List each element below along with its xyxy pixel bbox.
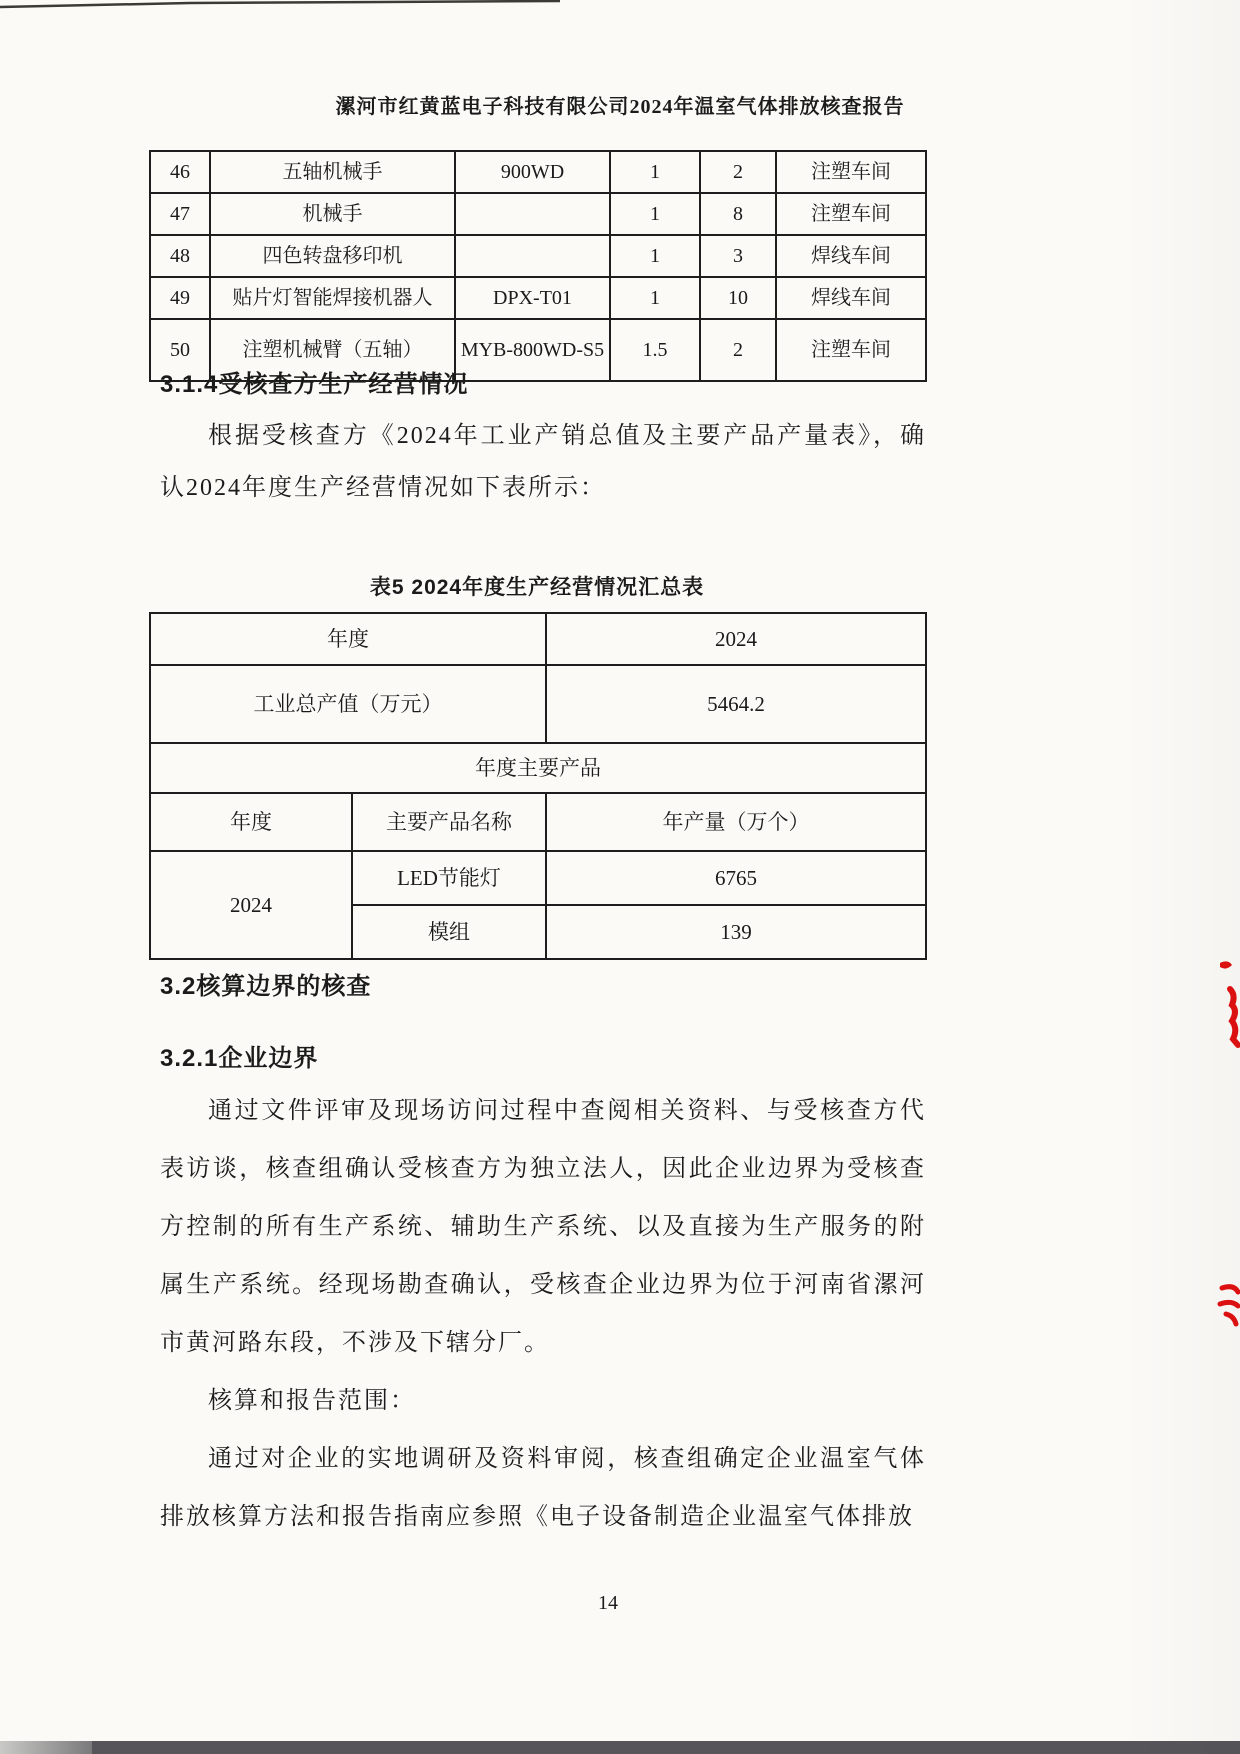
equipment-model: DPX-T01 <box>455 277 610 319</box>
paragraph-text: 通过文件评审及现场访问过程中查阅相关资料、与受核查方代表访谈，核查组确认受核查方为独立法人，因此企业边界为受核查方控制的所有生产系统、辅助生产系统、以及直接为生产服务的附属生产系统。经现场勘查确认，受核查企业边界为位于河南省漯河市黄河路东段，不涉及下辖分厂。 <box>160 1098 926 1356</box>
section-heading-314: 3.1.4受核查方生产经营情况 <box>160 371 469 398</box>
equipment-qty1: 1 <box>610 235 700 277</box>
table-row <box>150 193 926 235</box>
equipment-model <box>455 193 610 235</box>
row-no: 48 <box>150 235 210 277</box>
row-no: 47 <box>150 193 210 235</box>
row-no: 46 <box>150 151 210 193</box>
equipment-qty2: 10 <box>700 277 776 319</box>
equipment-workshop: 注塑车间 <box>776 151 926 193</box>
product-qty: 139 <box>546 905 926 959</box>
output-value: 5464.2 <box>546 665 926 743</box>
paragraph-text: 通过对企业的实地调研及资料审阅，核查组确定企业温室气体排放核算方法和报告指南应参照《电子设备制造企业温室气体排放 <box>160 1446 926 1530</box>
equipment-name: 机械手 <box>210 193 455 235</box>
red-stamp-artifact <box>1216 1282 1240 1328</box>
equipment-qty2: 2 <box>700 151 776 193</box>
scan-bottom-edge-bar <box>92 1741 1240 1754</box>
paragraph-314 <box>160 410 926 514</box>
table5-caption: 表5 2024年度生产经营情况汇总表 <box>369 576 705 599</box>
year-value: 2024 <box>546 613 926 665</box>
table-row <box>150 151 926 193</box>
paragraph-text: 根据受核查方《2024年工业产销总值及主要产品产量表》，确认2024年度生产经营情况如下表所示： <box>160 423 926 501</box>
equipment-workshop: 焊线车间 <box>776 277 926 319</box>
paragraph-text: 核算和报告范围： <box>208 1388 416 1414</box>
equipment-workshop: 焊线车间 <box>776 235 926 277</box>
equipment-qty1: 1 <box>610 151 700 193</box>
year-label: 年度 <box>150 613 546 665</box>
table-row <box>150 851 926 905</box>
equipment-qty2: 2 <box>700 319 776 381</box>
section-321-body <box>160 1082 926 1546</box>
product-year: 2024 <box>150 851 352 959</box>
section-heading-321: 3.2.1企业边界 <box>160 1045 319 1072</box>
col-header-year: 年度 <box>150 793 352 851</box>
table-row <box>150 613 926 665</box>
col-header-product: 主要产品名称 <box>352 793 546 851</box>
equipment-name: 注塑机械臂（五轴） <box>210 319 455 381</box>
table-row <box>150 277 926 319</box>
equipment-model: 900WD <box>455 151 610 193</box>
row-no: 50 <box>150 319 210 381</box>
equipment-qty1: 1 <box>610 277 700 319</box>
col-header-qty: 年产量（万个） <box>546 793 926 851</box>
product-qty: 6765 <box>546 851 926 905</box>
products-header: 年度主要产品 <box>150 743 926 793</box>
equipment-workshop: 注塑车间 <box>776 319 926 381</box>
row-no: 49 <box>150 277 210 319</box>
table-row <box>150 793 926 851</box>
equipment-model: MYB-800WD-S5 <box>455 319 610 381</box>
equipment-name: 四色转盘移印机 <box>210 235 455 277</box>
document-title: 漯河市红黄蓝电子科技有限公司2024年温室气体排放核查报告 <box>335 96 905 118</box>
output-label: 工业总产值（万元） <box>150 665 546 743</box>
product-name: LED节能灯 <box>352 851 546 905</box>
table-row <box>150 665 926 743</box>
product-name: 模组 <box>352 905 546 959</box>
equipment-name: 五轴机械手 <box>210 151 455 193</box>
equipment-workshop: 注塑车间 <box>776 193 926 235</box>
equipment-qty1: 1 <box>610 193 700 235</box>
equipment-model <box>455 235 610 277</box>
equipment-name: 贴片灯智能焊接机器人 <box>210 277 455 319</box>
table-row <box>150 235 926 277</box>
equipment-qty2: 8 <box>700 193 776 235</box>
table-row <box>150 743 926 793</box>
page-number: 14 <box>598 1592 618 1614</box>
equipment-qty2: 3 <box>700 235 776 277</box>
equipment-table <box>149 150 927 382</box>
equipment-qty1: 1.5 <box>610 319 700 381</box>
production-summary-table <box>149 612 927 960</box>
scan-edge-line <box>0 0 600 12</box>
scan-bottom-edge-fade <box>0 1741 92 1754</box>
red-stamp-artifact <box>1212 955 1240 1050</box>
section-heading-32: 3.2核算边界的核查 <box>160 973 372 1000</box>
